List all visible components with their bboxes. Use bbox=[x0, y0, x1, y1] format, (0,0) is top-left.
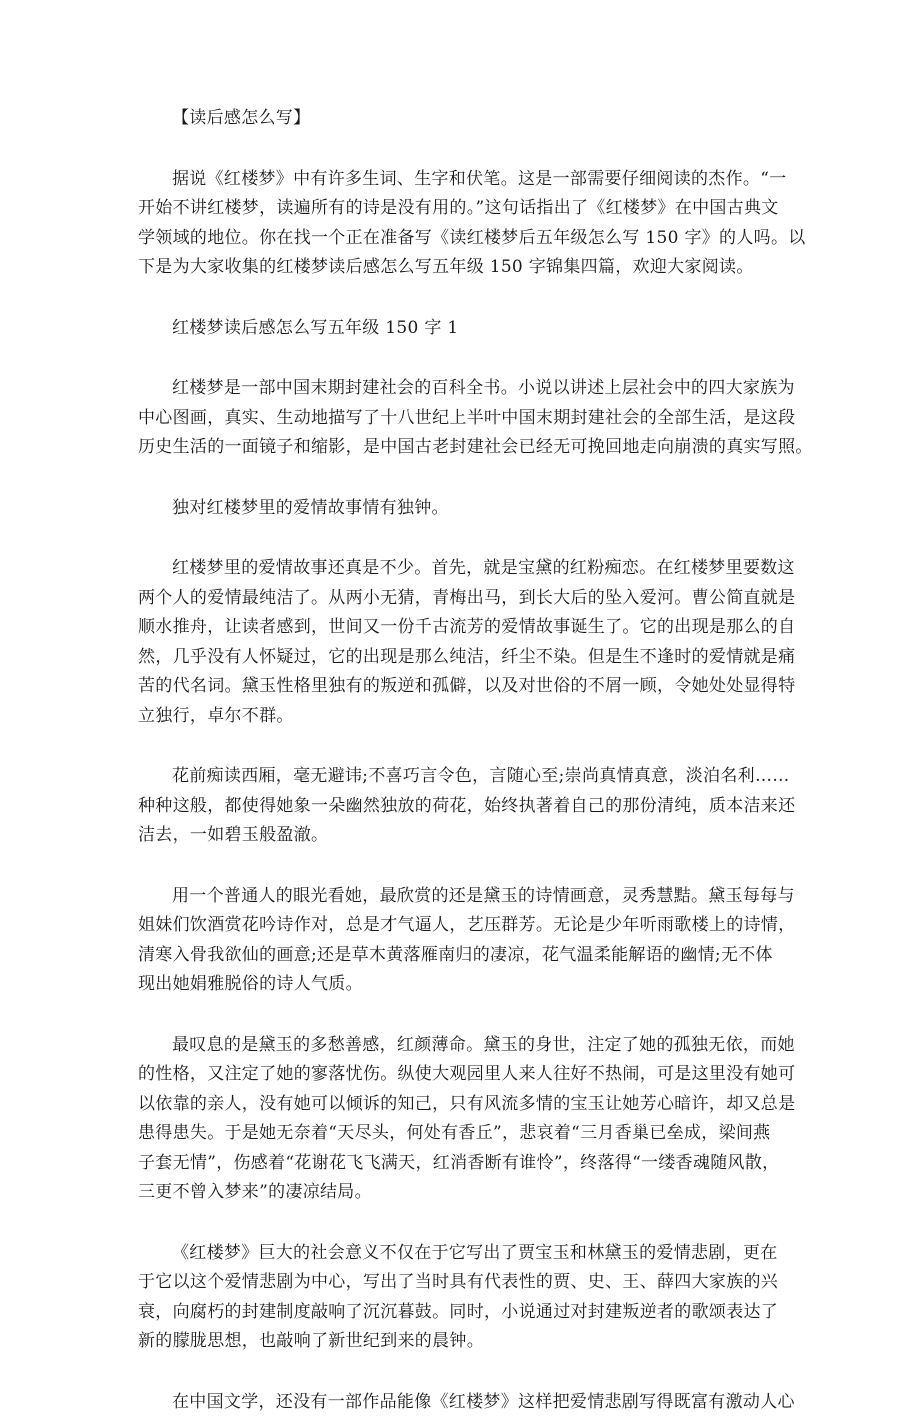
paragraph-2 bbox=[138, 494, 790, 524]
paragraph-7 bbox=[138, 1239, 790, 1357]
paragraph-1 bbox=[138, 374, 790, 463]
paragraph-6 bbox=[138, 1031, 790, 1208]
paragraph-4 bbox=[138, 762, 790, 851]
paragraph-line: 子套无情”，伤感着“花谢花飞飞满天，红消香断有谁怜”，终落得“一缕香魂随风散， bbox=[138, 1149, 790, 1179]
paragraph-line: 苦的代名词。黛玉性格里独有的叛逆和孤僻，以及对世俗的不屑一顾，令她处处显得特 bbox=[138, 672, 790, 702]
paragraph-line: 《红楼梦》巨大的社会意义不仅在于它写出了贾宝玉和林黛玉的爱情悲剧，更在 bbox=[138, 1239, 790, 1269]
paragraph-line: 红楼梦是一部中国末期封建社会的百科全书。小说以讲述上层社会中的四大家族为 bbox=[138, 374, 790, 404]
paragraph-line: 衰，向腐朽的封建制度敲响了沉沉暮鼓。同时，小说通过对封建叛逆者的歌颂表达了 bbox=[138, 1298, 790, 1328]
paragraph-line: 清寒入骨我欲仙的画意;还是草木黄落雁南归的凄凉，花气温柔能解语的幽情;无不体 bbox=[138, 941, 790, 971]
paragraph-line: 用一个普通人的眼光看她，最欣赏的还是黛玉的诗情画意，灵秀慧黠。黛玉每每与 bbox=[138, 882, 790, 912]
paragraph-line: 姐妹们饮酒赏花吟诗作对，总是才气逼人，艺压群芳。无论是少年听雨歌楼上的诗情， bbox=[138, 911, 790, 941]
paragraph-line: 以依靠的亲人，没有她可以倾诉的知己，只有风流多情的宝玉让她芳心暗许，却又总是 bbox=[138, 1090, 790, 1120]
paragraph-line: 历史生活的一面镜子和缩影，是中国古老封建社会已经无可挽回地走向崩溃的真实写照。 bbox=[138, 433, 790, 463]
paragraph-line: 红楼梦里的爱情故事还真是不少。首先，就是宝黛的红粉痴恋。在红楼梦里要数这 bbox=[138, 554, 790, 584]
document-heading: 【读后感怎么写】 bbox=[138, 104, 790, 134]
paragraph-line: 顺水推舟，让读者感到，世间又一份千古流芳的爱情故事诞生了。它的出现是那么的自 bbox=[138, 613, 790, 643]
paragraph-line: 新的朦胧思想，也敲响了新世纪到来的晨钟。 bbox=[138, 1327, 790, 1357]
paragraph-line: 在中国文学，还没有一部作品能像《红楼梦》这样把爱情悲剧写得既富有激动人心 bbox=[138, 1388, 790, 1417]
paragraph-line: 洁去，一如碧玉般盈澈。 bbox=[138, 821, 790, 851]
paragraph-line: 独对红楼梦里的爱情故事情有独钟。 bbox=[138, 494, 790, 524]
paragraph-line: 下是为大家收集的红楼梦读后感怎么写五年级 150 字锦集四篇，欢迎大家阅读。 bbox=[138, 253, 790, 283]
section-title: 红楼梦读后感怎么写五年级 150 字 1 bbox=[138, 314, 790, 344]
paragraph-line: 的性格，又注定了她的寥落忧伤。纵使大观园里人来人往好不热闹，可是这里没有她可 bbox=[138, 1060, 790, 1090]
paragraph-line: 据说《红楼梦》中有许多生词、生字和伏笔。这是一部需要仔细阅读的杰作。“一 bbox=[138, 165, 790, 195]
paragraph-8 bbox=[138, 1388, 790, 1417]
paragraph-line: 患得患失。于是她无奈着“天尽头，何处有香丘”，悲哀着“三月香巢已垒成，梁间燕 bbox=[138, 1119, 790, 1149]
paragraph-line: 学领域的地位。你在找一个正在准备写《读红楼梦后五年级怎么写 150 字》的人吗。以 bbox=[138, 224, 790, 254]
paragraph-line: 三更不曾入梦来”的凄凉结局。 bbox=[138, 1178, 790, 1208]
paragraph-5 bbox=[138, 882, 790, 1000]
paragraph-3 bbox=[138, 554, 790, 731]
paragraph-line: 现出她娟雅脱俗的诗人气质。 bbox=[138, 970, 790, 1000]
paragraph-line: 种种这般，都使得她象一朵幽然独放的荷花，始终执著着自己的那份清纯，质本洁来还 bbox=[138, 792, 790, 822]
paragraph-line: 立独行，卓尔不群。 bbox=[138, 702, 790, 732]
paragraph-line: 于它以这个爱情悲剧为中心，写出了当时具有代表性的贾、史、王、薛四大家族的兴 bbox=[138, 1268, 790, 1298]
paragraph-line: 最叹息的是黛玉的多愁善感，红颜薄命。黛玉的身世，注定了她的孤独无依，而她 bbox=[138, 1031, 790, 1061]
paragraph-line: 中心图画，真实、生动地描写了十八世纪上半叶中国末期封建社会的全部生活，是这段 bbox=[138, 404, 790, 434]
paragraph-line: 两个人的爱情最纯洁了。从两小无猜，青梅出马，到长大后的坠入爱河。曹公简直就是 bbox=[138, 584, 790, 614]
paragraph-line: 花前痴读西厢，毫无避讳;不喜巧言令色，言随心至;崇尚真情真意，淡泊名利…… bbox=[138, 762, 790, 792]
paragraph-line: 然，几乎没有人怀疑过，它的出现是那么纯洁，纤尘不染。但是生不逢时的爱情就是痛 bbox=[138, 643, 790, 673]
intro-paragraph bbox=[138, 165, 790, 283]
paragraph-line: 开始不讲红楼梦，读遍所有的诗是没有用的。”这句话指出了《红楼梦》在中国古典文 bbox=[138, 194, 790, 224]
